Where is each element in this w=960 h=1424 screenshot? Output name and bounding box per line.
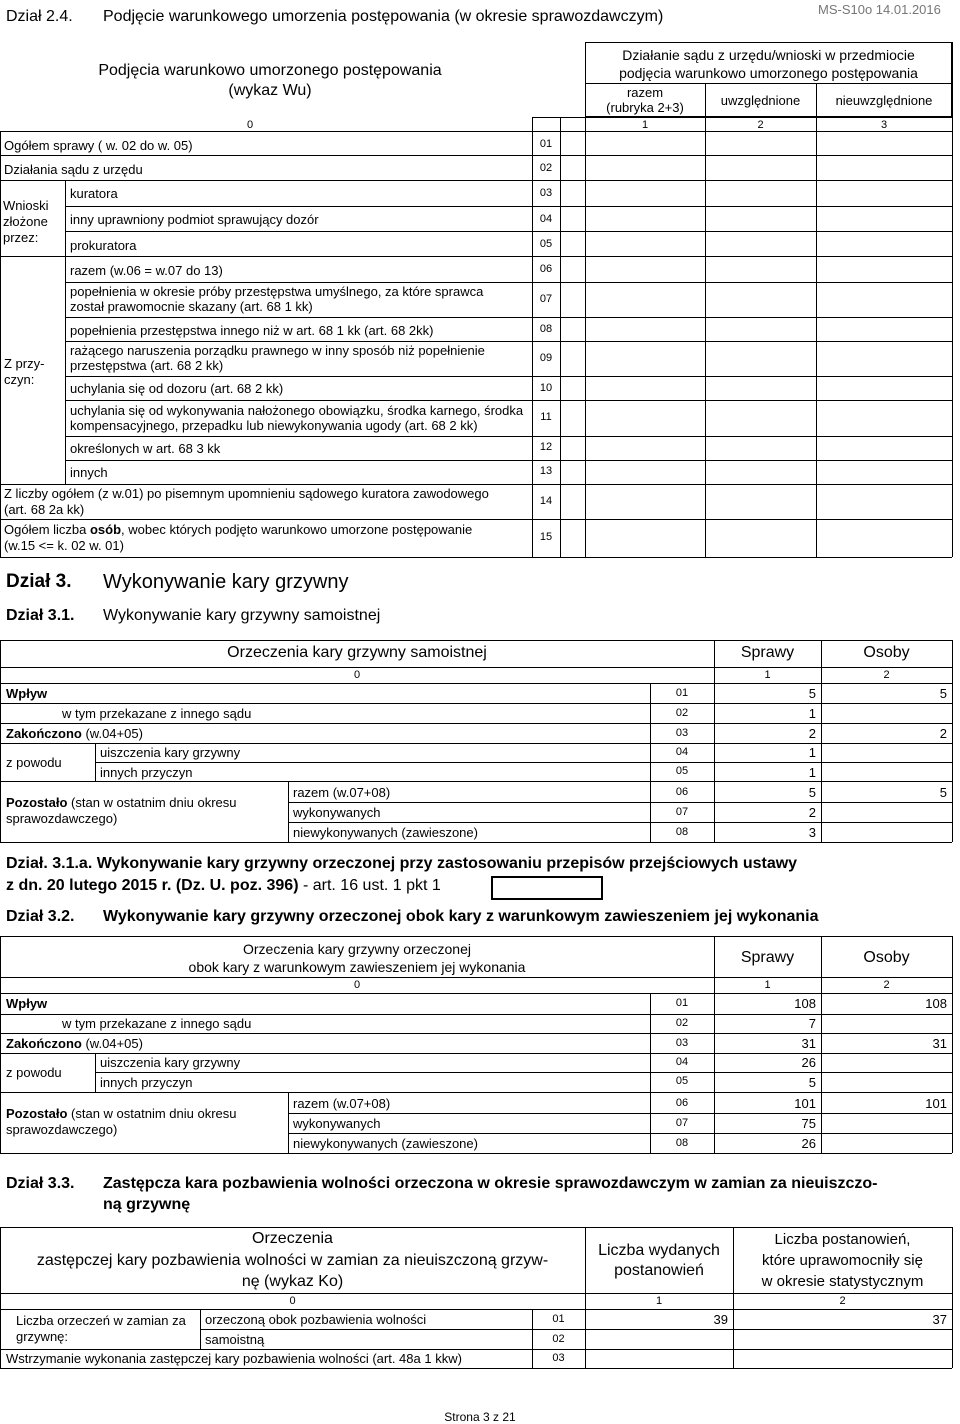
row-number: 10: [539, 382, 553, 394]
section-number: Dział 3.: [6, 571, 72, 592]
cell-sprawy: 108: [794, 996, 816, 1011]
row-number: 02: [539, 162, 553, 174]
cell-osoby: 5: [939, 785, 947, 800]
row-number: 03: [539, 187, 553, 199]
row-label: (w.15 <= k. 02 w. 01): [4, 538, 124, 553]
header-right-line2: podjęcia warunkowo umorzonego postępowania: [619, 65, 918, 81]
row-label: określonych w art. 68 3 kk: [70, 441, 221, 456]
row-label: inny uprawniony podmiot sprawujący dozór: [70, 212, 319, 227]
column-number: 1: [641, 119, 649, 131]
column-header-uprawomocnily-line3: w okresie statystycznym: [761, 1273, 924, 1290]
row-label: Ogółem liczba osób, wobec których podjęto warunkowo umorzone postępowanie: [4, 522, 473, 537]
row-label: wykonywanych: [293, 805, 381, 820]
row-number: 06: [539, 263, 553, 275]
column-number: 2: [883, 669, 890, 681]
row-label: przestępstwa (art. 68 2 kk): [70, 358, 224, 373]
section-title-line2: ną grzywnę: [103, 1196, 191, 1213]
form-id: MS-S10o 14.01.2016: [818, 2, 941, 17]
row-number: 04: [675, 1056, 689, 1068]
cell-sprawy: 26: [801, 1055, 816, 1070]
row-number: 05: [539, 238, 553, 250]
row-label: uiszczenia kary grzywny: [100, 1055, 241, 1070]
column-header-nieuwzglednione: nieuwzględnione: [835, 93, 933, 108]
row-number: 03: [675, 727, 689, 739]
row-label: innych przyczyn: [100, 765, 193, 780]
cell-sprawy: 1: [808, 745, 816, 760]
row-number: 07: [539, 293, 553, 305]
row-number: 12: [539, 441, 553, 453]
section-title: Wykonywanie kary grzywny: [103, 571, 349, 593]
table-header-line3: nę (wykaz Ko): [241, 1273, 344, 1290]
table-header: Orzeczenia kary grzywny samoistnej: [227, 644, 487, 661]
cell-sprawy: 2: [808, 805, 816, 820]
row-number: 08: [539, 323, 553, 335]
row-label: rażącego naruszenia porządku prawnego w inny sposób niż popełnienie: [70, 343, 485, 358]
section-title-line2: z dn. 20 lutego 2015 r. (Dz. U. poz. 396) - art. 16 ust. 1 pkt 1: [6, 877, 441, 894]
table-header: Orzeczenia: [252, 1230, 333, 1247]
cell-sprawy: 26: [801, 1136, 816, 1151]
cell-osoby: 5: [939, 686, 947, 701]
section-title: Podjęcie warunkowego umorzenia postępowania (w okresie sprawozdawczym): [103, 8, 664, 25]
row-group-label-line2: grzywnę:: [16, 1329, 69, 1344]
cell-osoby: 2: [939, 726, 947, 741]
row-label: uchylania się od dozoru (art. 68 2 kk): [70, 381, 284, 396]
column-header-osoby: Osoby: [863, 949, 910, 966]
column-header-razem: razem: [626, 85, 664, 100]
row-number: 14: [539, 495, 553, 507]
cell-sprawy: 5: [808, 785, 816, 800]
row-label: razem (w.07+08): [293, 785, 391, 800]
section-number: Dział 2.4.: [6, 8, 73, 25]
cell-sprawy: 1: [808, 765, 816, 780]
row-label: razem (w.06 = w.07 do 13): [70, 263, 223, 278]
row-label: Ogółem sprawy ( w. 02 do w. 05): [4, 138, 193, 153]
cell-sprawy: 5: [808, 1075, 816, 1090]
row-label: w tym przekazane z innego sądu: [62, 1016, 252, 1031]
row-label-wplyw: Wpływ: [6, 686, 48, 701]
cell-sprawy: 5: [808, 686, 816, 701]
row-label: kompensacyjnego, przepadku lub niewykonywania ugody (art. 68 2 kk): [70, 418, 478, 433]
row-number: 02: [552, 1333, 565, 1345]
column-number: 2: [839, 1295, 846, 1307]
column-header-left: Podjęcia warunkowo umorzonego postępowania: [98, 62, 442, 79]
row-label: uiszczenia kary grzywny: [100, 745, 241, 760]
column-number: 1: [764, 669, 771, 681]
cell-sprawy: 3: [808, 825, 816, 840]
row-label: Z liczby ogółem (z w.01) po pisemnym upomnieniu sądowego kuratora zawodowego: [4, 486, 489, 501]
row-group-label: z powodu: [6, 755, 62, 770]
table-header: Orzeczenia kary grzywny orzeczonej: [243, 941, 471, 957]
section-title: Zastępcza kara pozbawienia wolności orzeczona w okresie sprawozdawczym w zamian za nieuiszczo-: [103, 1175, 878, 1192]
table-header-line2: obok kary z warunkowym zawieszeniem jej wykonania: [188, 959, 526, 975]
row-label: w tym przekazane z innego sądu: [62, 706, 252, 721]
header-right-line1: Działanie sądu z urzędu/wnioski w przedmiocie: [622, 47, 915, 63]
column-number: 0: [353, 669, 361, 681]
column-number: 0: [289, 1295, 296, 1307]
cell-sprawy: 7: [808, 1016, 816, 1031]
row-label: orzeczoną obok pozbawienia wolności: [205, 1312, 427, 1327]
row-number: 08: [675, 826, 689, 838]
column-number: 0: [353, 979, 361, 991]
row-number: 01: [675, 997, 689, 1009]
row-group-label: Wnioski złożone przez:: [3, 198, 49, 245]
cell-sprawy: 75: [801, 1116, 816, 1131]
cell-osoby: 101: [925, 1096, 947, 1111]
row-number: 01: [539, 138, 553, 150]
column-number: 1: [655, 1295, 663, 1307]
cell-osoby: 108: [925, 996, 947, 1011]
row-label: razem (w.07+08): [293, 1096, 391, 1111]
row-group-label: sprawozdawczego): [6, 811, 118, 826]
row-label: innych przyczyn: [100, 1075, 193, 1090]
row-label: prokuratora: [70, 238, 137, 253]
section-title: Wykonywanie kary grzywny samoistnej: [103, 607, 381, 624]
section-number: Dział 3.1.: [6, 607, 75, 624]
row-group-label: Z przy-czyn:: [4, 356, 45, 387]
row-label: Zakończono (w.04+05): [6, 1036, 143, 1051]
column-number: 2: [757, 119, 764, 131]
column-header-sprawy: Sprawy: [740, 644, 795, 661]
value-input-box[interactable]: [491, 876, 603, 900]
column-number: 1: [764, 979, 771, 991]
page-number: Strona 3 z 21: [444, 1410, 516, 1424]
cell-sprawy: 101: [794, 1096, 816, 1111]
row-label: samoistną: [205, 1332, 265, 1347]
row-number: 15: [539, 531, 553, 543]
column-header-left-sub: (wykaz Wu): [228, 82, 312, 99]
row-number: 01: [675, 687, 689, 699]
row-number: 08: [675, 1137, 689, 1149]
column-header-wydanych-line2: postanowień: [614, 1262, 704, 1279]
column-header-osoby: Osoby: [863, 644, 910, 661]
column-header-uwzglednione: uwzględnione: [720, 93, 801, 108]
column-number: 0: [246, 119, 254, 131]
cell-wydanych: 39: [713, 1312, 728, 1327]
row-label: kuratora: [70, 186, 118, 201]
column-header-uprawomocnily: Liczba postanowień,: [774, 1231, 911, 1248]
row-number: 01: [552, 1313, 565, 1325]
row-number: 02: [675, 1017, 689, 1029]
row-number: 09: [539, 352, 553, 364]
row-label: niewykonywanych (zawieszone): [293, 1136, 478, 1151]
row-number: 04: [675, 746, 689, 758]
row-label: popełnienia w okresie próby przestępstwa umyślnego, za które sprawca: [70, 284, 484, 299]
row-number: 07: [675, 806, 689, 818]
row-group-label: Liczba orzeczeń w zamian za: [16, 1313, 186, 1328]
column-header-uprawomocnily-line2: które uprawomocniły się: [762, 1252, 923, 1269]
row-label: (art. 68 2a kk): [4, 502, 85, 517]
row-label: Działania sądu z urzędu: [4, 162, 143, 177]
row-group-label: sprawozdawczego): [6, 1122, 118, 1137]
row-label: uchylania się od wykonywania nałożonego obowiązku, środka karnego, środka: [70, 403, 524, 418]
row-number: 02: [675, 707, 689, 719]
section-title: Wykonywanie kary grzywny orzeczonej obok kary z warunkowym zawieszeniem jej wykonania: [103, 908, 819, 925]
row-number: 13: [539, 465, 553, 477]
column-header-razem-sub: (rubryka 2+3): [606, 100, 684, 115]
row-label: innych: [70, 465, 108, 480]
row-number: 11: [540, 411, 552, 423]
row-label-wplyw: Wpływ: [6, 996, 48, 1011]
row-number: 05: [675, 1075, 689, 1087]
row-label: popełnienia przestępstwa innego niż w art. 68 1 kk (art. 68 2kk): [70, 323, 434, 338]
row-number: 07: [675, 1117, 689, 1129]
section-title: Dział. 3.1.a. Wykonywanie kary grzywny orzeczonej przy zastosowaniu przepisów przejściowych ustawy: [6, 855, 798, 872]
row-group-label: Pozostało (stan w ostatnim dniu okresu: [6, 1106, 237, 1121]
section-number: Dział 3.3.: [6, 1175, 75, 1192]
column-header-wydanych: Liczba wydanych: [598, 1242, 720, 1259]
column-number: 2: [883, 979, 890, 991]
table-header-line2: zastępczej kary pozbawienia wolności w zamian za nieuiszczoną grzyw-: [36, 1252, 549, 1269]
row-number: 06: [675, 1097, 689, 1109]
row-label: Wstrzymanie wykonania zastępczej kary pozbawienia wolności (art. 48a 1 kkw): [6, 1351, 462, 1366]
row-number: 03: [675, 1037, 689, 1049]
cell-sprawy: 2: [808, 726, 816, 741]
row-group-label: Pozostało (stan w ostatnim dniu okresu: [6, 795, 237, 810]
row-number: 06: [675, 786, 689, 798]
row-number: 05: [675, 765, 689, 777]
row-label: został prawomocnie skazany (art. 68 1 kk): [70, 299, 313, 314]
row-group-label: z powodu: [6, 1065, 62, 1080]
row-label: niewykonywanych (zawieszone): [293, 825, 478, 840]
row-label: wykonywanych: [293, 1116, 381, 1131]
row-number: 03: [552, 1352, 565, 1364]
row-number: 04: [539, 213, 553, 225]
cell-uprawomocnily: 37: [932, 1312, 947, 1327]
cell-sprawy: 1: [808, 706, 816, 721]
column-number: 3: [880, 119, 888, 131]
section-number: Dział 3.2.: [6, 908, 75, 925]
row-label: Zakończono (w.04+05): [6, 726, 143, 741]
column-header-sprawy: Sprawy: [740, 949, 795, 966]
cell-sprawy: 31: [801, 1036, 816, 1051]
cell-osoby: 31: [932, 1036, 947, 1051]
